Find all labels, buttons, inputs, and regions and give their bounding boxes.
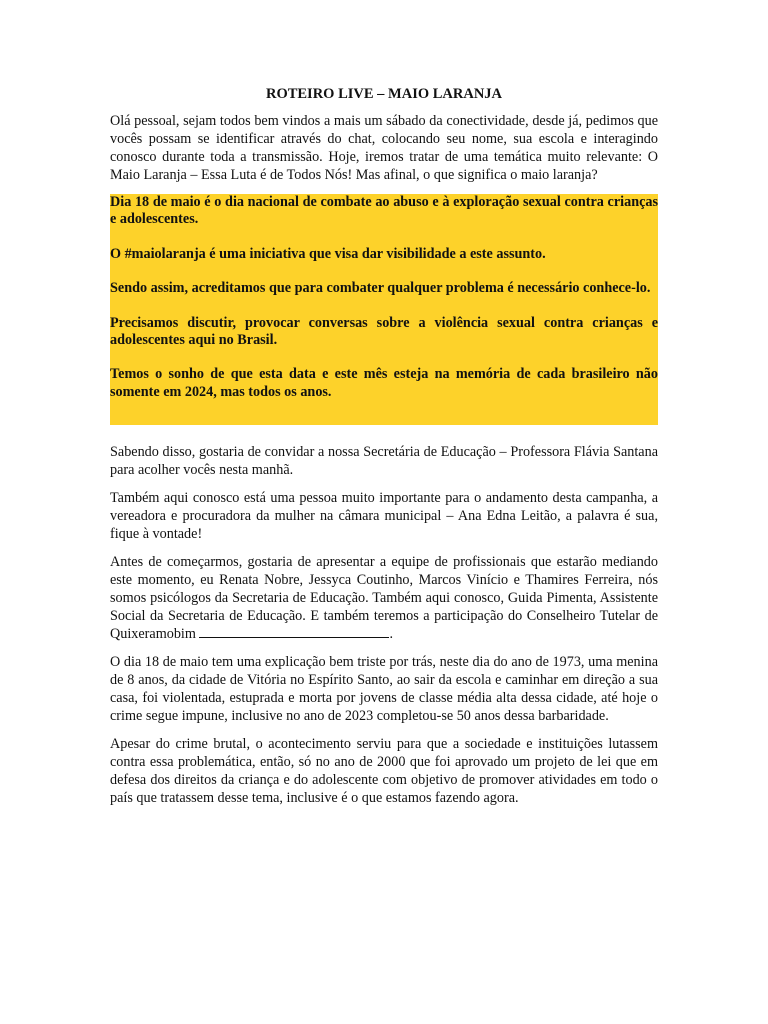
- blank-terminator: .: [389, 626, 393, 643]
- highlight-paragraph: Sendo assim, acreditamos que para combater qualquer problema é necessário conhece-lo.: [110, 280, 651, 297]
- body-paragraph: [110, 553, 658, 643]
- fill-in-blank-line: [199, 625, 389, 638]
- intro-paragraph: Olá pessoal, sejam todos bem vindos a mais um sábado da conectividade, desde já, pedimos que vocês possam se identificar através do chat, colocando seu nome, sua escola e interagindo conosco durante toda a transmissão. Hoje, iremos tratar de uma temática muito relevante: O Maio Laranja – Essa Luta é de Todos Nós! Mas afinal, o que significa o maio laranja?: [110, 113, 658, 183]
- highlight-paragraph: Dia 18 de maio é o dia nacional de combate ao abuso e à exploração sexual contra crianças e adolescentes.: [110, 194, 658, 228]
- body-paragraph: Sabendo disso, gostaria de convidar a nossa Secretária de Educação – Professora Flávia Santana para acolher vocês nesta manhã.: [110, 444, 658, 479]
- highlight-paragraph: Temos o sonho de que esta data e este mês esteja na memória de cada brasileiro não somente em 2024, mas todos os anos.: [110, 366, 658, 400]
- highlight-paragraph: Precisamos discutir, provocar conversas sobre a violência sexual contra crianças e adolescentes aqui no Brasil.: [110, 314, 658, 349]
- team-text: Antes de começarmos, gostaria de apresentar a equipe de profissionais que estarão mediando este momento, eu Renata Nobre, Jessyca Coutinho, Marcos Vinício e Thamires Ferreira, nós somos psicólogos da Secretaria de Educação. Também aqui conosco, Guida Pimenta, Assistente Social da Secretaria de Educação. E também teremos a participação do Conselheiro Tutelar de Quixeramobim: [110, 554, 658, 643]
- highlight-box: [110, 194, 658, 425]
- document-page: [110, 84, 658, 817]
- body-paragraph: Apesar do crime brutal, o acontecimento serviu para que a sociedade e instituições lutassem contra essa problemática, então, só no ano de 2000 que foi aprovado um projeto de lei que em defesa dos direitos da criança e do adolescente com objetivo de promover atividades em todo o país que tratassem desse tema, inclusive é o que estamos fazendo agora.: [110, 736, 658, 807]
- body-paragraph: Também aqui conosco está uma pessoa muito importante para o andamento desta campanha, a vereadora e procuradora da mulher na câmara municipal – Ana Edna Leitão, a palavra é sua, fique à vontade!: [110, 490, 658, 543]
- document-title: ROTEIRO LIVE – MAIO LARANJA: [265, 86, 503, 102]
- body-paragraph: O dia 18 de maio tem uma explicação bem triste por trás, neste dia do ano de 1973, uma menina de 8 anos, da cidade de Vitória no Espírito Santo, ao sair da escola e caminhar em direção a sua casa, foi violentada, estuprada e morta por jovens de classe média alta dessa cidade, até hoje o crime segue impune, inclusive no ano de 2023 completou-se 50 anos dessa barbaridade.: [110, 654, 658, 725]
- highlight-paragraph: O #maiolaranja é uma iniciativa que visa dar visibilidade a este assunto.: [110, 245, 546, 262]
